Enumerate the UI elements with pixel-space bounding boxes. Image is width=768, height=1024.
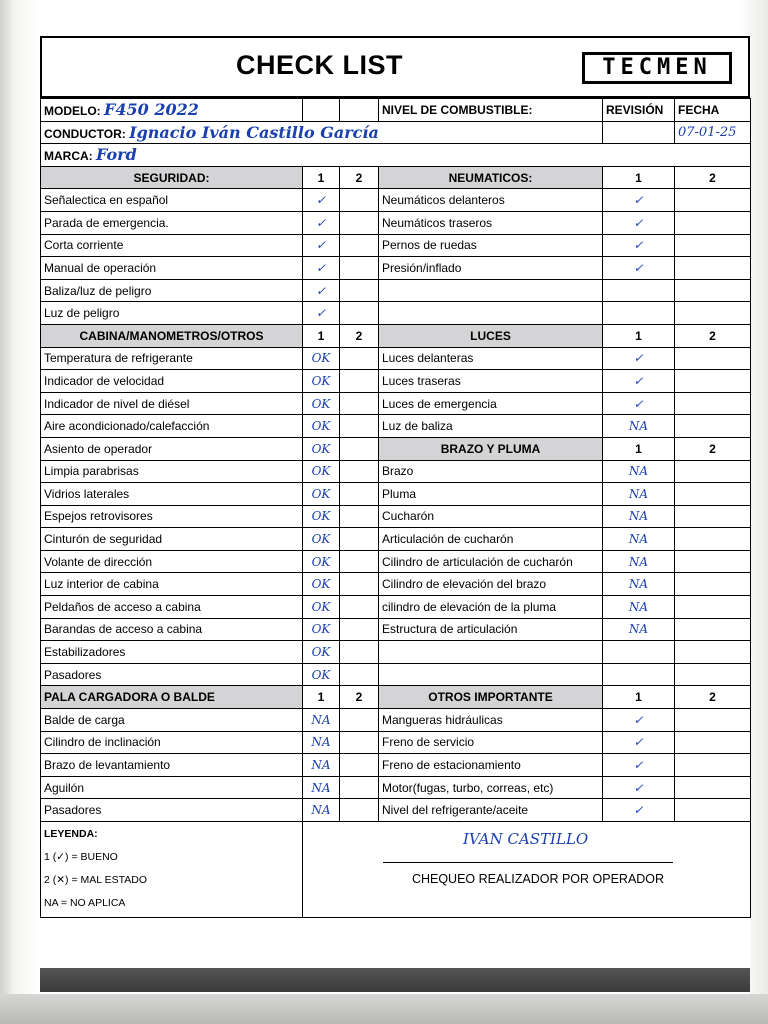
item-mark-2: [675, 799, 751, 822]
empty-cell: [603, 663, 675, 686]
item-label: Cinturón de seguridad: [41, 528, 303, 551]
item-mark-1: ✓: [303, 234, 340, 257]
checklist-row: [41, 211, 751, 234]
modelo-label: MODELO:: [44, 104, 101, 119]
item-mark-2: [340, 754, 379, 777]
checklist-row: [41, 370, 751, 393]
item-mark-1: NA: [303, 776, 340, 799]
item-label: Indicador de velocidad: [41, 370, 303, 393]
item-label: Limpia parabrisas: [41, 460, 303, 483]
item-mark-2: [675, 211, 751, 234]
item-mark-2: [675, 505, 751, 528]
item-label: Cucharón: [379, 505, 603, 528]
signature-caption: CHEQUEO REALIZADOR POR OPERADOR: [411, 872, 665, 886]
page-title: CHECK LIST: [236, 50, 403, 80]
checklist-row: [41, 528, 751, 551]
section-title: CABINA/MANOMETROS/OTROS: [41, 324, 303, 347]
item-mark-1: OK: [303, 415, 340, 438]
marca-label: MARCA:: [44, 149, 93, 164]
item-label: Luces de emergencia: [379, 392, 603, 415]
checklist-row: [41, 437, 751, 460]
item-label: Baliza/luz de peligro: [41, 279, 303, 302]
item-mark-2: [340, 618, 379, 641]
col-1-header: 1: [303, 166, 340, 189]
item-mark-1: NA: [603, 415, 675, 438]
item-mark-1: ✓: [303, 279, 340, 302]
col-2-header: 2: [340, 686, 379, 709]
modelo-value: F450 2022: [104, 100, 199, 120]
item-label: Freno de servicio: [379, 731, 603, 754]
item-mark-2: [340, 437, 379, 460]
item-label: Manual de operación: [41, 257, 303, 280]
item-label: Estructura de articulación: [379, 618, 603, 641]
item-label: Presión/inflado: [379, 257, 603, 280]
item-mark-2: [675, 370, 751, 393]
item-mark-1: OK: [303, 347, 340, 370]
item-mark-1: ✓: [603, 392, 675, 415]
item-mark-1: NA: [603, 460, 675, 483]
section-title: PALA CARGADORA O BALDE: [41, 686, 303, 709]
item-mark-1: ✓: [603, 799, 675, 822]
empty-cell: [675, 641, 751, 664]
section-header-row: [41, 324, 751, 347]
scan-dark-band: [40, 968, 750, 992]
item-mark-1: ✓: [303, 302, 340, 325]
item-label: Aguilón: [41, 776, 303, 799]
scan-bottom-shade: [0, 994, 768, 1024]
col-2-header: 2: [675, 686, 751, 709]
checklist-row: [41, 257, 751, 280]
item-mark-1: NA: [303, 799, 340, 822]
col-2-header: 2: [675, 437, 751, 460]
item-mark-2: [675, 189, 751, 212]
item-mark-2: [340, 731, 379, 754]
col-2-header: 2: [675, 324, 751, 347]
legend-bad: 2 (✕) = MAL ESTADO: [44, 874, 148, 886]
checklist-row: [41, 483, 751, 506]
item-mark-2: [340, 528, 379, 551]
item-mark-2: [340, 709, 379, 732]
item-mark-2: [340, 189, 379, 212]
item-mark-1: ✓: [603, 731, 675, 754]
combustible-label: NIVEL DE COMBUSTIBLE:: [379, 99, 603, 122]
legend-title: LEYENDA:: [44, 828, 98, 840]
checklist-row: [41, 347, 751, 370]
item-label: Freno de estacionamiento: [379, 754, 603, 777]
item-label: Luces traseras: [379, 370, 603, 393]
item-mark-1: NA: [603, 483, 675, 506]
col-2-header: 2: [675, 166, 751, 189]
col-2-header: 2: [340, 166, 379, 189]
item-mark-1: NA: [303, 754, 340, 777]
item-label: Motor(fugas, turbo, correas, etc): [379, 776, 603, 799]
signature-line: [383, 862, 673, 863]
checklist-row: [41, 799, 751, 822]
item-label: Nivel del refrigerante/aceite: [379, 799, 603, 822]
item-mark-1: NA: [303, 731, 340, 754]
item-mark-1: OK: [303, 437, 340, 460]
section-title: BRAZO Y PLUMA: [379, 437, 603, 460]
item-mark-2: [340, 392, 379, 415]
item-mark-2: [340, 776, 379, 799]
empty-cell: [603, 279, 675, 302]
item-mark-1: ✓: [603, 234, 675, 257]
item-label: Volante de dirección: [41, 550, 303, 573]
checklist-row: [41, 573, 751, 596]
item-mark-1: NA: [603, 550, 675, 573]
item-label: Neumáticos delanteros: [379, 189, 603, 212]
item-label: Brazo: [379, 460, 603, 483]
checklist-row: [41, 754, 751, 777]
item-mark-1: OK: [303, 483, 340, 506]
item-mark-1: NA: [303, 709, 340, 732]
section-header-row: [41, 166, 751, 189]
item-mark-1: ✓: [603, 776, 675, 799]
item-mark-2: [340, 460, 379, 483]
item-label: Pernos de ruedas: [379, 234, 603, 257]
col-1-header: 1: [603, 437, 675, 460]
item-label: Parada de emergencia.: [41, 211, 303, 234]
item-label: Temperatura de refrigerante: [41, 347, 303, 370]
item-mark-2: [340, 257, 379, 280]
empty-cell: [603, 302, 675, 325]
item-mark-1: OK: [303, 392, 340, 415]
section-title: SEGURIDAD:: [41, 166, 303, 189]
item-label: Luz de baliza: [379, 415, 603, 438]
empty-cell: [303, 99, 340, 122]
col-1-header: 1: [603, 166, 675, 189]
item-mark-2: [675, 618, 751, 641]
item-label: Brazo de levantamiento: [41, 754, 303, 777]
item-mark-2: [675, 731, 751, 754]
item-label: Corta corriente: [41, 234, 303, 257]
section-title: LUCES: [379, 324, 603, 347]
item-label: Barandas de acceso a cabina: [41, 618, 303, 641]
signature-cell: [303, 822, 751, 918]
item-mark-1: ✓: [303, 211, 340, 234]
item-mark-1: ✓: [603, 709, 675, 732]
checklist-row: [41, 663, 751, 686]
checklist-row: [41, 550, 751, 573]
item-mark-1: NA: [603, 505, 675, 528]
checklist-table: [40, 98, 751, 918]
item-mark-1: ✓: [603, 189, 675, 212]
checklist-row: [41, 279, 751, 302]
item-mark-2: [340, 641, 379, 664]
empty-cell: [379, 302, 603, 325]
item-mark-1: ✓: [303, 189, 340, 212]
empty-cell: [379, 641, 603, 664]
col-2-header: 2: [340, 324, 379, 347]
checklist-row: [41, 618, 751, 641]
item-mark-1: OK: [303, 505, 340, 528]
item-mark-2: [675, 392, 751, 415]
item-label: Articulación de cucharón: [379, 528, 603, 551]
item-mark-1: OK: [303, 573, 340, 596]
col-1-header: 1: [303, 324, 340, 347]
item-mark-2: [675, 460, 751, 483]
item-mark-2: [675, 415, 751, 438]
item-mark-1: ✓: [603, 257, 675, 280]
col-1-header: 1: [603, 324, 675, 347]
legend-na: NA = NO APLICA: [44, 897, 126, 909]
item-label: Luz de peligro: [41, 302, 303, 325]
item-mark-2: [340, 279, 379, 302]
item-label: Cilindro de articulación de cucharón: [379, 550, 603, 573]
item-mark-1: ✓: [603, 370, 675, 393]
marca-cell: [41, 144, 751, 167]
revision-label: REVISIÓN: [603, 99, 675, 122]
item-mark-2: [340, 483, 379, 506]
item-label: Aire acondicionado/calefacción: [41, 415, 303, 438]
item-mark-2: [340, 234, 379, 257]
legend-row: [41, 822, 751, 918]
empty-cell: [340, 99, 379, 122]
marca-value: Ford: [96, 145, 137, 165]
item-mark-2: [675, 483, 751, 506]
checklist-row: [41, 415, 751, 438]
item-mark-2: [340, 799, 379, 822]
item-mark-2: [340, 596, 379, 619]
checklist-row: [41, 731, 751, 754]
item-mark-2: [340, 370, 379, 393]
conductor-value: Ignacio Iván Castillo García: [129, 122, 379, 142]
section-header-row: [41, 686, 751, 709]
item-mark-2: [675, 776, 751, 799]
item-mark-1: OK: [303, 528, 340, 551]
item-label: Señalectica en español: [41, 189, 303, 212]
item-label: Cilindro de inclinación: [41, 731, 303, 754]
checklist-row: [41, 709, 751, 732]
empty-cell: [603, 641, 675, 664]
checklist-row: [41, 189, 751, 212]
empty-cell: [675, 663, 751, 686]
item-mark-1: ✓: [603, 211, 675, 234]
item-mark-1: NA: [603, 573, 675, 596]
col-1-header: 1: [303, 686, 340, 709]
empty-cell: [379, 663, 603, 686]
fecha-label: FECHA: [675, 99, 751, 122]
item-mark-2: [340, 211, 379, 234]
checklist-row: [41, 596, 751, 619]
item-label: Asiento de operador: [41, 437, 303, 460]
item-label: Neumáticos traseros: [379, 211, 603, 234]
item-mark-2: [675, 528, 751, 551]
signature-handwritten: IVAN CASTILLO: [463, 830, 589, 848]
item-mark-2: [340, 550, 379, 573]
item-mark-1: OK: [303, 596, 340, 619]
legend: [41, 822, 303, 918]
section-title: NEUMATICOS:: [379, 166, 603, 189]
item-label: Pasadores: [41, 799, 303, 822]
item-mark-1: OK: [303, 663, 340, 686]
checklist-row: [41, 234, 751, 257]
item-mark-1: ✓: [603, 754, 675, 777]
item-mark-2: [675, 709, 751, 732]
item-label: Indicador de nivel de diésel: [41, 392, 303, 415]
conductor-cell: [41, 121, 603, 144]
fecha-value: 07-01-25: [675, 121, 751, 144]
item-mark-2: [675, 596, 751, 619]
empty-cell: [675, 279, 751, 302]
item-label: Luces delanteras: [379, 347, 603, 370]
tecmen-logo: TECMEN: [582, 52, 732, 84]
item-label: Mangueras hidráulicas: [379, 709, 603, 732]
checklist-row: [41, 460, 751, 483]
item-mark-1: OK: [303, 641, 340, 664]
empty-cell: [379, 279, 603, 302]
legend-good: 1 (✓) = BUENO: [44, 851, 118, 863]
checklist-row: [41, 392, 751, 415]
checklist-row: [41, 776, 751, 799]
revision-value: [603, 121, 675, 144]
item-mark-2: [340, 302, 379, 325]
conductor-label: CONDUCTOR:: [44, 126, 126, 141]
col-1-header: 1: [603, 686, 675, 709]
item-mark-2: [340, 347, 379, 370]
item-label: Pasadores: [41, 663, 303, 686]
item-mark-2: [340, 663, 379, 686]
item-mark-1: ✓: [603, 347, 675, 370]
checklist-row: [41, 302, 751, 325]
item-mark-2: [675, 754, 751, 777]
item-label: Espejos retrovisores: [41, 505, 303, 528]
modelo-cell: [41, 99, 303, 122]
item-mark-1: ✓: [303, 257, 340, 280]
item-mark-2: [340, 573, 379, 596]
item-label: Estabilizadores: [41, 641, 303, 664]
item-mark-2: [340, 505, 379, 528]
item-mark-1: NA: [603, 596, 675, 619]
item-label: Balde de carga: [41, 709, 303, 732]
item-mark-1: NA: [603, 528, 675, 551]
item-mark-2: [675, 573, 751, 596]
item-mark-1: OK: [303, 460, 340, 483]
item-label: Peldaños de acceso a cabina: [41, 596, 303, 619]
section-title: OTROS IMPORTANTE: [379, 686, 603, 709]
item-mark-2: [675, 347, 751, 370]
item-label: cilindro de elevación de la pluma: [379, 596, 603, 619]
empty-cell: [675, 302, 751, 325]
checklist-row: [41, 505, 751, 528]
item-mark-1: OK: [303, 618, 340, 641]
item-mark-2: [340, 415, 379, 438]
item-mark-2: [675, 234, 751, 257]
checklist-row: [41, 641, 751, 664]
item-mark-1: OK: [303, 370, 340, 393]
item-mark-2: [675, 550, 751, 573]
item-mark-2: [675, 257, 751, 280]
item-label: Cilindro de elevación del brazo: [379, 573, 603, 596]
item-mark-1: OK: [303, 550, 340, 573]
item-label: Luz interior de cabina: [41, 573, 303, 596]
item-label: Pluma: [379, 483, 603, 506]
header-bar: [40, 36, 750, 98]
item-label: Vidrios laterales: [41, 483, 303, 506]
item-mark-1: NA: [603, 618, 675, 641]
